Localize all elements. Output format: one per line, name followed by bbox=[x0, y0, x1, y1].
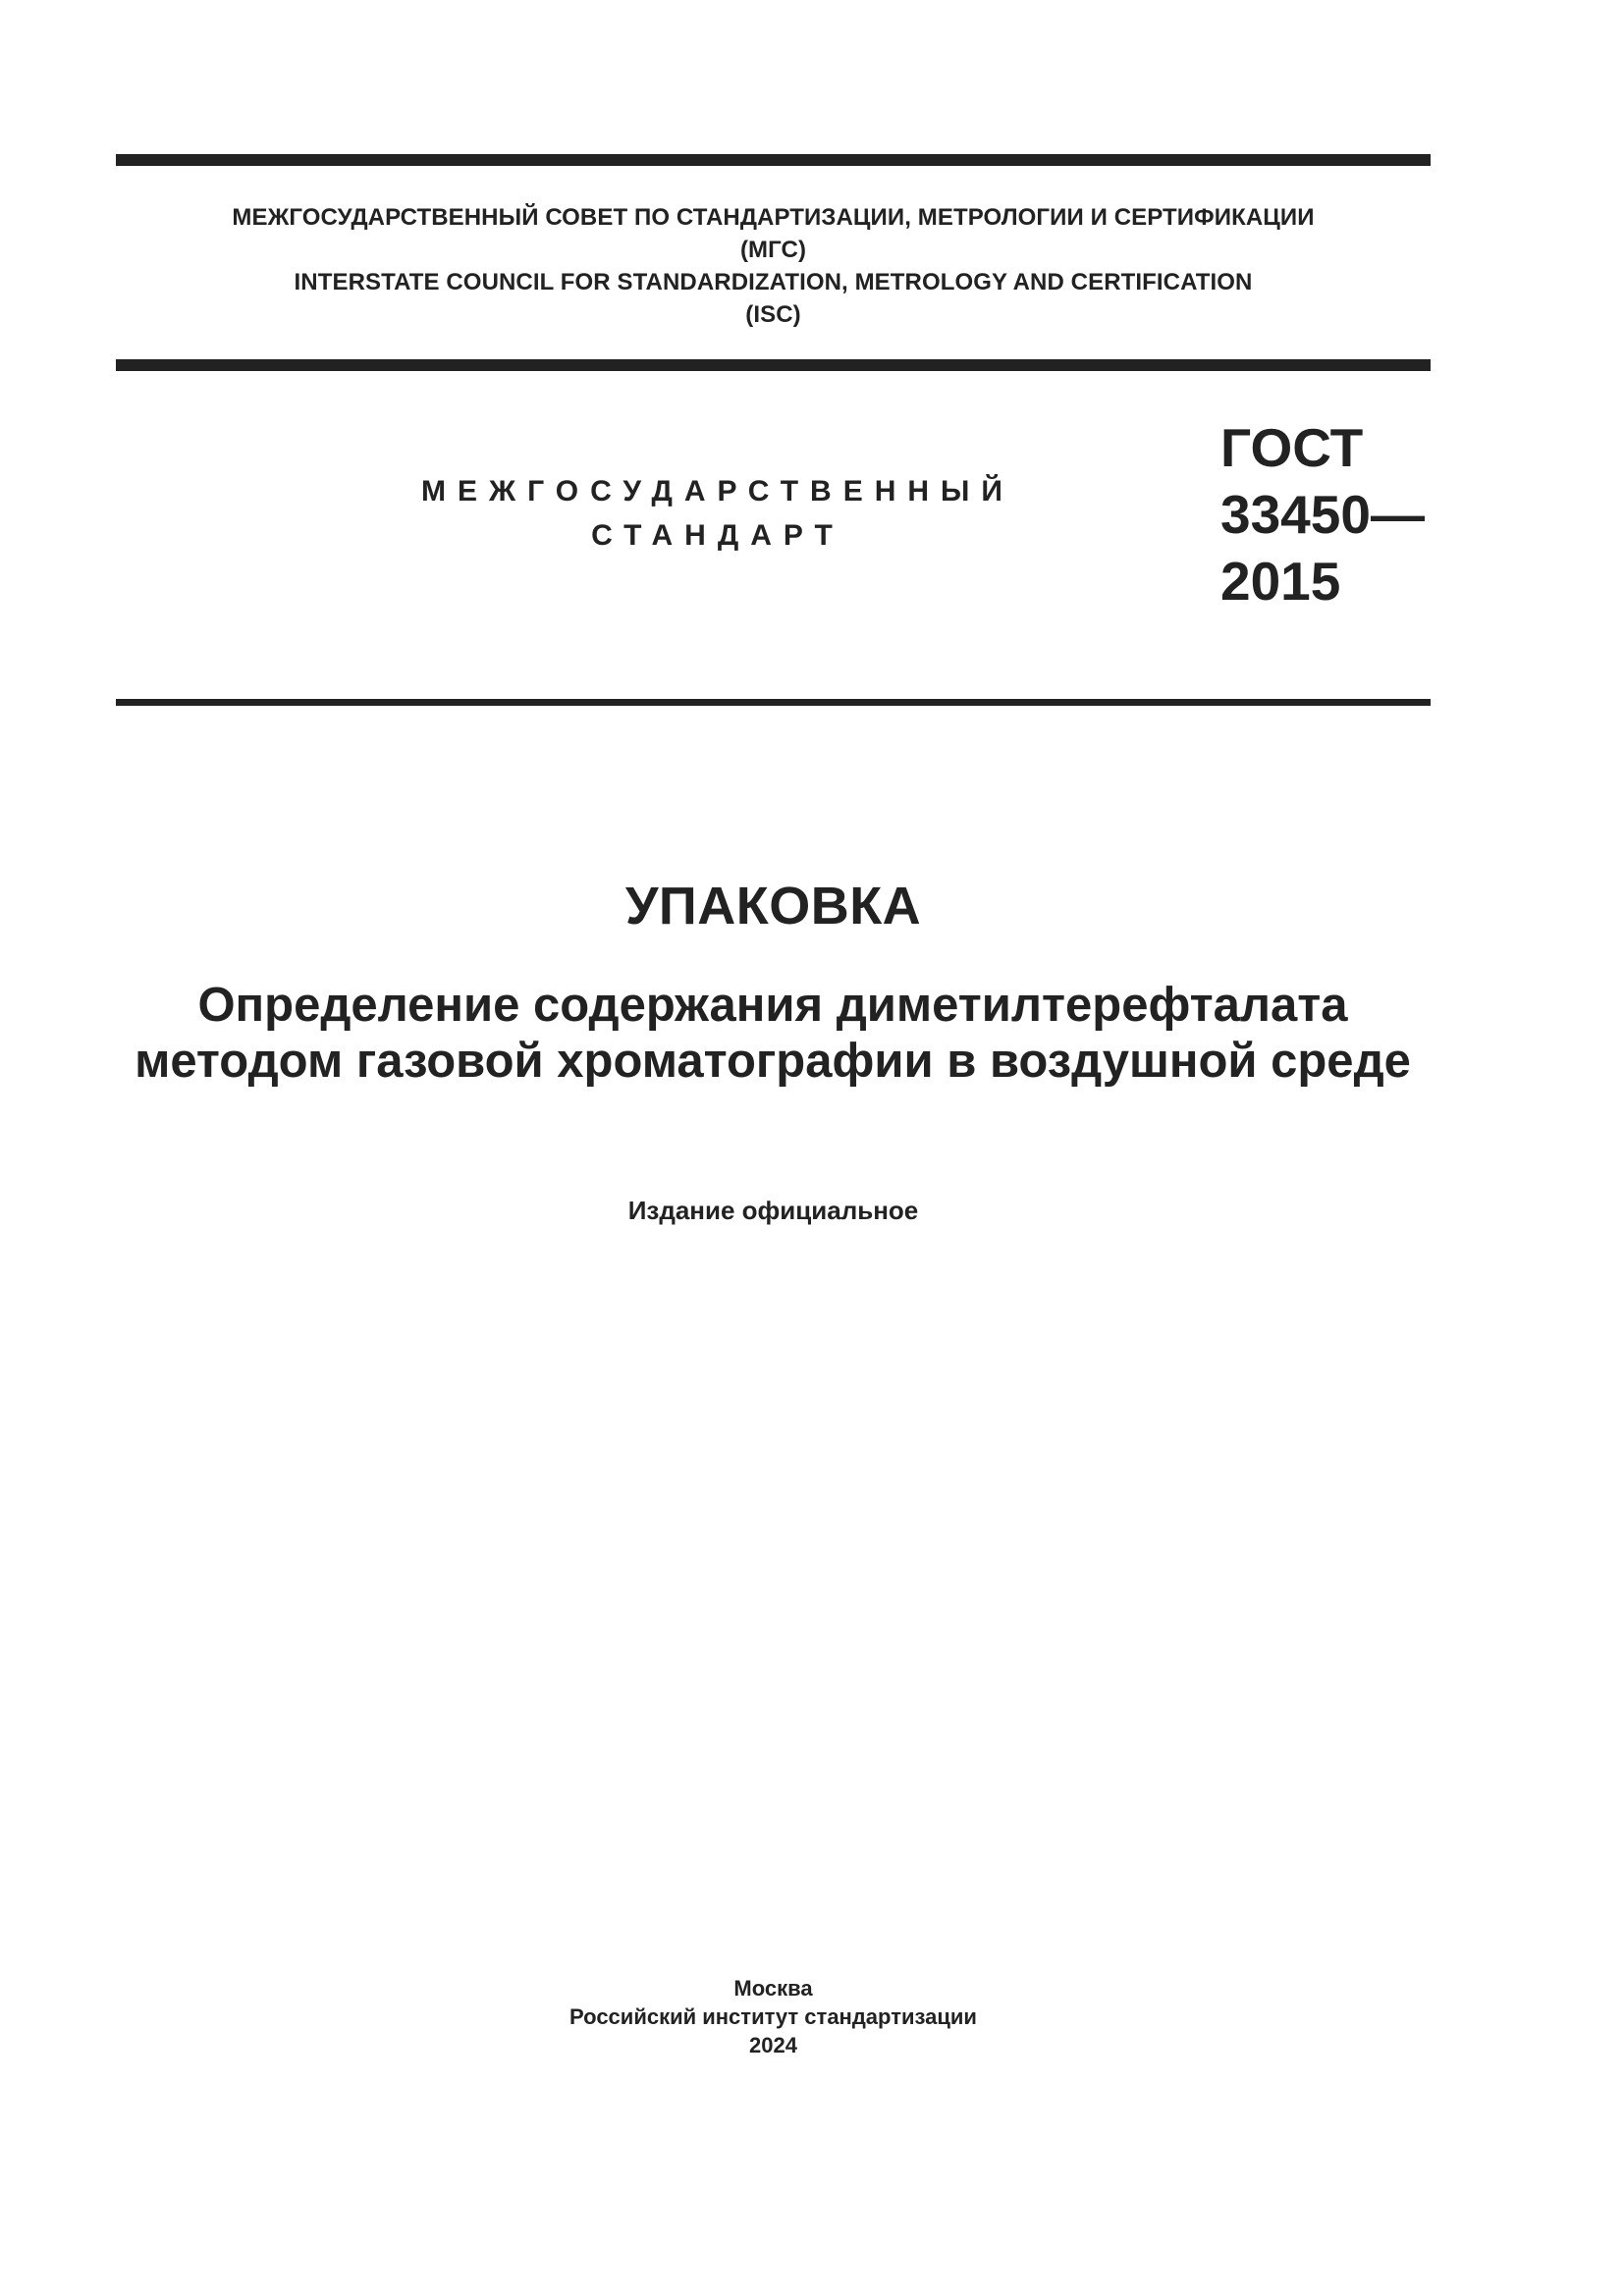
council-name-en: INTERSTATE COUNCIL FOR STANDARDIZATION, METROLOGY AND CERTIFICATION bbox=[294, 269, 1253, 295]
designation-year: 2015 bbox=[1220, 551, 1341, 612]
publisher-organization: Российский институт стандартизации bbox=[569, 2004, 977, 2029]
document-subtitle bbox=[59, 978, 1487, 1090]
subtitle-line-1: Определение содержания диметилтерефталата bbox=[197, 979, 1348, 1032]
publication-year: 2024 bbox=[749, 2033, 797, 2057]
designation-number: 33450— bbox=[1220, 484, 1425, 545]
council-abbr-ru: (МГС) bbox=[739, 237, 807, 263]
standard-kind-line-1: МЕЖГОСУДАРСТВЕННЫЙ bbox=[421, 475, 1014, 507]
document-title: УПАКОВКА bbox=[624, 877, 922, 935]
header-bottom-rule bbox=[116, 359, 1431, 371]
standard-kind-line-2: СТАНДАРТ bbox=[591, 519, 844, 552]
designation-prefix: ГОСТ bbox=[1220, 417, 1364, 478]
standard-kind bbox=[373, 469, 1051, 558]
top-rule bbox=[116, 154, 1431, 166]
council-name-ru: МЕЖГОСУДАРСТВЕННЫЙ СОВЕТ ПО СТАНДАРТИЗАЦИИ, МЕТРОЛОГИИ И СЕРТИФИКАЦИИ bbox=[232, 204, 1315, 231]
council-abbr-en: (ISC) bbox=[745, 301, 801, 328]
publisher-block bbox=[116, 1974, 1431, 2059]
publisher-city: Москва bbox=[733, 1976, 813, 2001]
designation-bottom-rule bbox=[116, 699, 1431, 706]
standard-designation bbox=[1220, 414, 1425, 614]
subtitle-line-2: методом газовой хроматографии в воздушной среде bbox=[135, 1035, 1411, 1088]
edition-label: Издание официальное bbox=[627, 1196, 919, 1225]
council-header bbox=[116, 201, 1431, 331]
